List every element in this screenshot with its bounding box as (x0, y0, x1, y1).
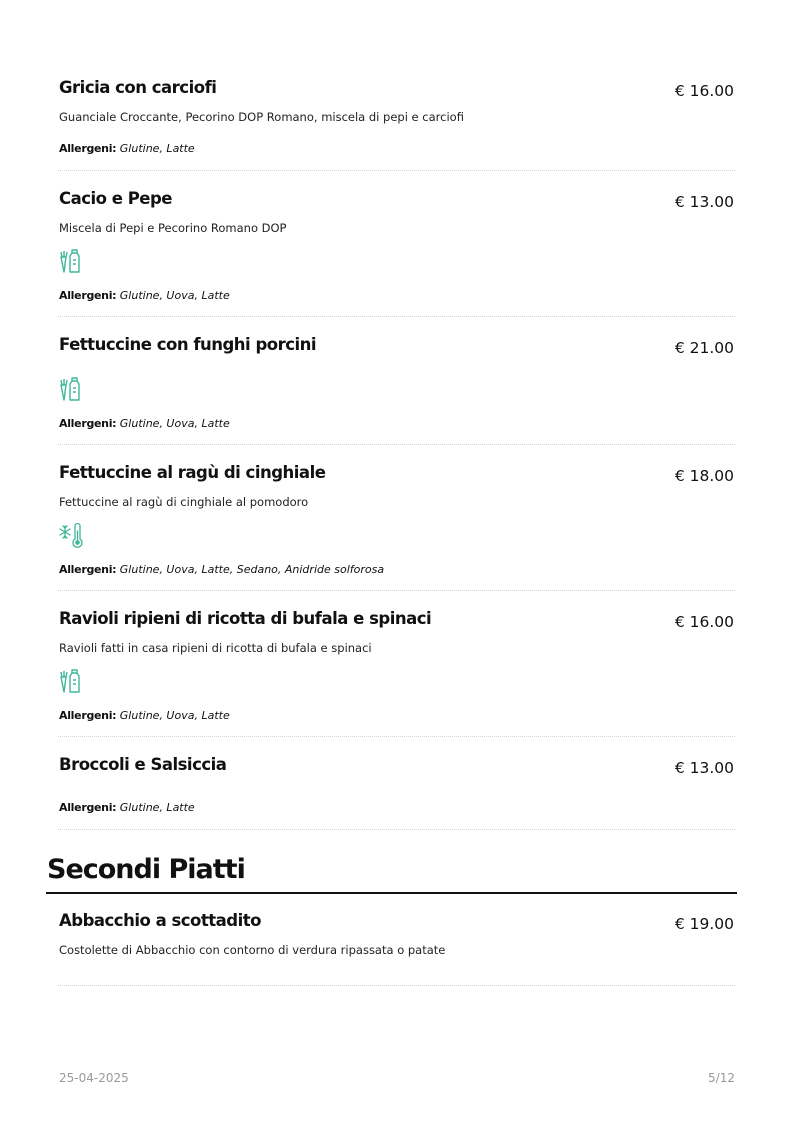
allergens-label: Allergeni: (59, 801, 117, 814)
frozen-icon (58, 522, 88, 548)
allergens (59, 142, 195, 155)
dish-name: Ravioli ripieni di ricotta di bufala e spinaci (59, 609, 432, 628)
allergens (59, 289, 230, 302)
footer-date: 25-04-2025 (59, 1071, 129, 1085)
allergens-list: Glutine, Latte (119, 142, 195, 155)
menu-item (58, 335, 735, 445)
page-number: 5/12 (708, 1071, 735, 1085)
dish-name: Cacio e Pepe (59, 189, 172, 208)
menu-item (58, 911, 735, 986)
dish-name: Fettuccine con funghi porcini (59, 335, 317, 354)
allergens-list: Glutine, Uova, Latte (119, 709, 230, 722)
dish-price: € 16.00 (674, 82, 734, 100)
dish-description: Guanciale Croccante, Pecorino DOP Romano, miscela di pepi e carciofi (59, 110, 464, 124)
allergens-list: Glutine, Latte (119, 801, 195, 814)
dish-name: Fettuccine al ragù di cinghiale (59, 463, 326, 482)
vegetarian-icon (58, 248, 88, 274)
allergens-label: Allergeni: (59, 142, 117, 155)
allergens-label: Allergeni: (59, 709, 117, 722)
dish-price: € 18.00 (674, 467, 734, 485)
allergens-label: Allergeni: (59, 289, 117, 302)
vegetarian-icon (58, 668, 88, 694)
dish-name: Broccoli e Salsiccia (59, 755, 227, 774)
allergens-list: Glutine, Uova, Latte (119, 417, 230, 430)
dish-description: Ravioli fatti in casa ripieni di ricotta di bufala e spinaci (59, 641, 372, 655)
section-title: Secondi Piatti (47, 854, 245, 885)
dish-price: € 21.00 (674, 339, 734, 357)
menu-item (58, 609, 735, 737)
section-heading (46, 854, 737, 894)
dish-price: € 16.00 (674, 613, 734, 631)
vegetarian-icon (58, 376, 88, 402)
dish-description: Fettuccine al ragù di cinghiale al pomodoro (59, 495, 309, 509)
menu-item (58, 463, 735, 591)
dish-name: Abbacchio a scottadito (59, 911, 261, 930)
dish-price: € 13.00 (674, 759, 734, 777)
allergens-label: Allergeni: (59, 563, 117, 576)
allergens (59, 709, 230, 722)
dish-price: € 19.00 (674, 915, 734, 933)
menu-item (58, 189, 735, 317)
dish-description: Miscela di Pepi e Pecorino Romano DOP (59, 221, 287, 235)
allergens-list: Glutine, Uova, Latte (119, 289, 230, 302)
allergens-list: Glutine, Uova, Latte, Sedano, Anidride solforosa (119, 563, 385, 576)
allergens-label: Allergeni: (59, 417, 117, 430)
dish-name: Gricia con carciofi (59, 78, 217, 97)
menu-item (58, 755, 735, 830)
allergens (59, 417, 230, 430)
dish-description: Costolette di Abbacchio con contorno di verdura ripassata o patate (59, 943, 446, 957)
dish-price: € 13.00 (674, 193, 734, 211)
menu-item (58, 78, 735, 171)
allergens (59, 563, 384, 576)
allergens (59, 801, 195, 814)
